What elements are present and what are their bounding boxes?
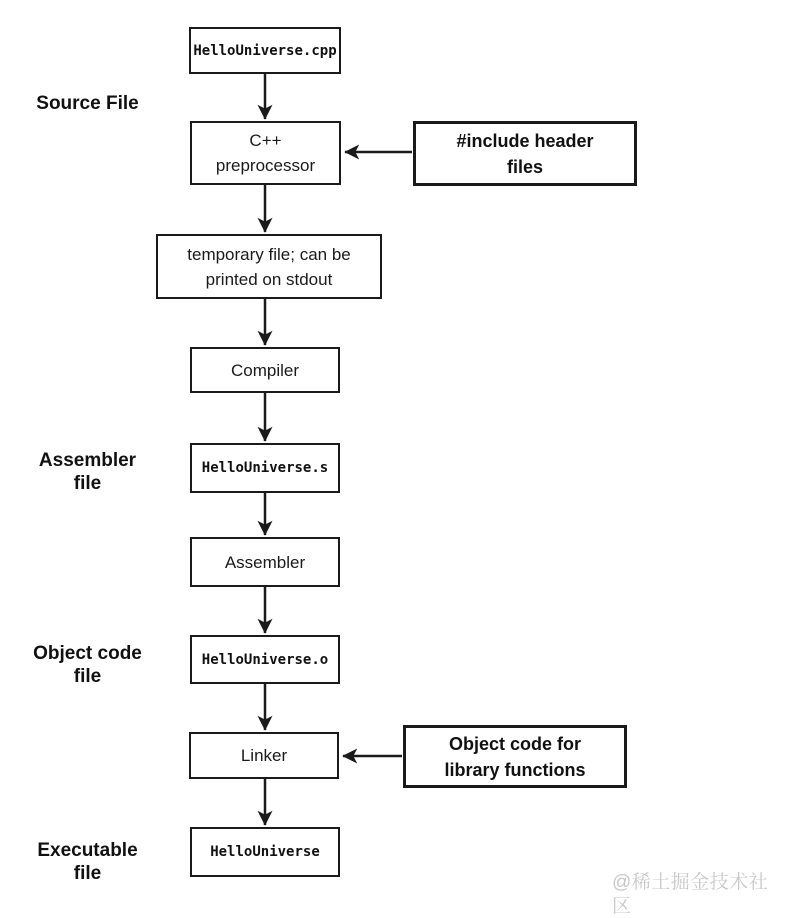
node-linker [189, 732, 339, 779]
node-label: preprocessor [215, 156, 316, 175]
node-hellouniverse-cpp [189, 27, 341, 74]
node-label: HelloUniverse [210, 844, 320, 860]
node-label: #include header [456, 130, 594, 151]
node-label: Object code for [448, 733, 582, 754]
stage-label-object-code-file [14, 642, 161, 688]
node-label: HelloUniverse.s [201, 460, 329, 476]
node-compiler [190, 347, 340, 393]
watermark: @稀土掘金技术社区 [612, 872, 769, 917]
stage-label-assembler-file [20, 449, 155, 495]
node-hellouniverse-s [190, 443, 340, 493]
node-cpp-preprocessor [190, 121, 341, 185]
node-label: Assembler [224, 552, 306, 572]
stage-label-executable-file [16, 839, 159, 885]
stage-label-line: Executable [37, 840, 138, 861]
node-object-code-library-functions [403, 725, 627, 788]
node-assembler [190, 537, 340, 587]
stage-label-line: file [73, 863, 102, 884]
node-hellouniverse-o [190, 635, 340, 684]
node-temporary-file [156, 234, 382, 299]
node-label: Linker [240, 746, 288, 765]
node-label: HelloUniverse.cpp [193, 42, 337, 59]
stage-label-line: Object code [33, 643, 142, 664]
stage-label-source-file [20, 92, 155, 115]
node-include-header-files [413, 121, 637, 186]
stage-label-line: Assembler [38, 450, 137, 471]
stage-label-line: file [73, 666, 102, 687]
node-label: HelloUniverse.o [201, 651, 329, 668]
node-label: library functions [444, 759, 586, 780]
node-label: Compiler [230, 360, 300, 380]
node-hellouniverse-executable [190, 827, 340, 877]
stage-label-line: file [73, 473, 102, 494]
stage-label-line: Source File [36, 93, 139, 114]
node-label: printed on stdout [205, 269, 333, 289]
node-label: C++ [249, 131, 282, 150]
node-label: files [506, 156, 544, 177]
node-label: temporary file; can be [187, 244, 351, 264]
